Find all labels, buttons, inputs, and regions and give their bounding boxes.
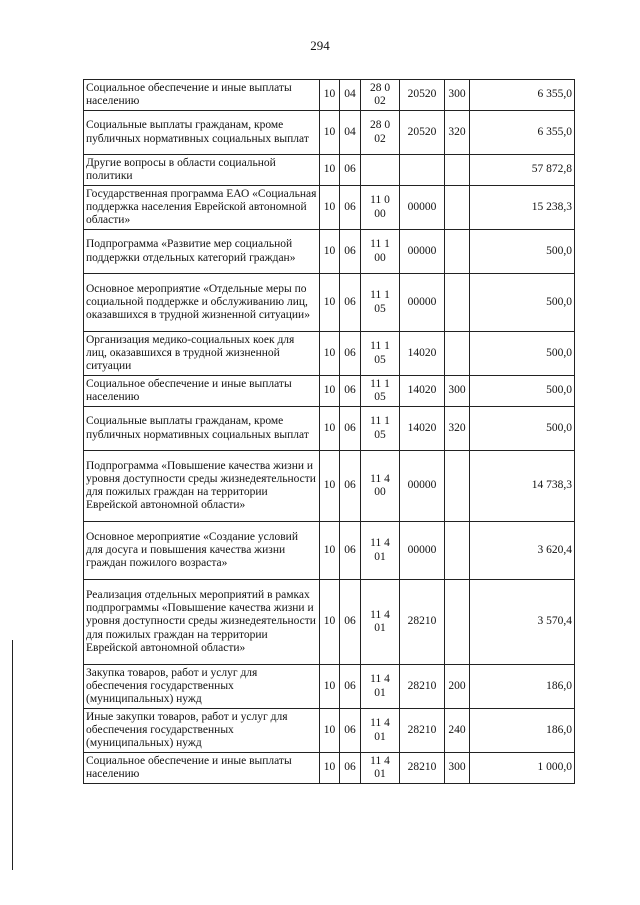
target-article-code-cell: 14020 [400, 376, 445, 407]
target-article-cell: 28 0 02 [361, 80, 400, 111]
table-row [84, 376, 575, 407]
amount-cell: 500,0 [470, 376, 575, 407]
pr-cell: 06 [340, 665, 361, 709]
rz-cell: 10 [320, 332, 340, 376]
table-row [84, 111, 575, 155]
page-number: 294 [310, 38, 330, 53]
amount-cell: 3 570,4 [470, 580, 575, 665]
rz-cell: 10 [320, 753, 340, 784]
budget-table [83, 79, 575, 784]
table-row [84, 274, 575, 332]
target-article-code-cell: 00000 [400, 274, 445, 332]
row-name-cell: Социальные выплаты гражданам, кроме публичных нормативных социальных выплат [84, 407, 320, 451]
amount-cell: 186,0 [470, 709, 575, 753]
amount-cell: 500,0 [470, 274, 575, 332]
rz-cell: 10 [320, 376, 340, 407]
target-article-cell: 28 0 02 [361, 111, 400, 155]
target-article-cell: 11 1 05 [361, 407, 400, 451]
pr-cell: 06 [340, 186, 361, 230]
expense-type-cell [445, 451, 470, 522]
target-article-code-cell: 00000 [400, 186, 445, 230]
table-row [84, 522, 575, 580]
row-name-cell: Иные закупки товаров, работ и услуг для обеспечения государственных (муниципальных) нужд [84, 709, 320, 753]
rz-cell: 10 [320, 186, 340, 230]
pr-cell: 06 [340, 522, 361, 580]
target-article-code-cell: 28210 [400, 665, 445, 709]
expense-type-cell: 240 [445, 709, 470, 753]
row-name-cell: Социальное обеспечение и иные выплаты населению [84, 753, 320, 784]
row-name-cell: Реализация отдельных мероприятий в рамках подпрограммы «Повышение качества жизни и уровня доступности среды жизнедеятельности для пожилых граждан на территории Еврейской автономной области» [84, 580, 320, 665]
target-article-cell: 11 1 05 [361, 332, 400, 376]
expense-type-cell [445, 274, 470, 332]
pr-cell: 06 [340, 274, 361, 332]
amount-cell: 500,0 [470, 407, 575, 451]
target-article-cell: 11 4 01 [361, 665, 400, 709]
expense-type-cell [445, 332, 470, 376]
expense-type-cell: 300 [445, 80, 470, 111]
amount-cell: 6 355,0 [470, 80, 575, 111]
rz-cell: 10 [320, 407, 340, 451]
pr-cell: 06 [340, 753, 361, 784]
pr-cell: 06 [340, 332, 361, 376]
target-article-cell: 11 1 05 [361, 376, 400, 407]
expense-type-cell [445, 155, 470, 186]
row-name-cell: Другие вопросы в области социальной политики [84, 155, 320, 186]
amount-cell: 3 620,4 [470, 522, 575, 580]
row-name-cell: Подпрограмма «Повышение качества жизни и уровня доступности среды жизнедеятельности для пожилых граждан на территории Еврейской автономной области» [84, 451, 320, 522]
table-row [84, 709, 575, 753]
target-article-code-cell: 28210 [400, 580, 445, 665]
table-row [84, 665, 575, 709]
target-article-code-cell: 28210 [400, 709, 445, 753]
target-article-cell: 11 4 01 [361, 709, 400, 753]
rz-cell: 10 [320, 155, 340, 186]
pr-cell: 06 [340, 376, 361, 407]
row-name-cell: Социальное обеспечение и иные выплаты населению [84, 80, 320, 111]
table-row [84, 230, 575, 274]
margin-line [12, 640, 13, 870]
pr-cell: 04 [340, 80, 361, 111]
expense-type-cell [445, 522, 470, 580]
target-article-code-cell: 00000 [400, 230, 445, 274]
table-row [84, 80, 575, 111]
table-row [84, 186, 575, 230]
amount-cell: 15 238,3 [470, 186, 575, 230]
target-article-cell [361, 155, 400, 186]
target-article-code-cell: 14020 [400, 407, 445, 451]
target-article-cell: 11 4 01 [361, 522, 400, 580]
pr-cell: 06 [340, 230, 361, 274]
pr-cell: 06 [340, 451, 361, 522]
rz-cell: 10 [320, 111, 340, 155]
rz-cell: 10 [320, 709, 340, 753]
rz-cell: 10 [320, 665, 340, 709]
rz-cell: 10 [320, 80, 340, 111]
expense-type-cell: 200 [445, 665, 470, 709]
table-row [84, 580, 575, 665]
amount-cell: 500,0 [470, 332, 575, 376]
amount-cell: 57 872,8 [470, 155, 575, 186]
target-article-code-cell: 14020 [400, 332, 445, 376]
target-article-code-cell: 00000 [400, 451, 445, 522]
rz-cell: 10 [320, 274, 340, 332]
row-name-cell: Организация медико-социальных коек для лиц, оказавшихся в трудной жизненной ситуации [84, 332, 320, 376]
rz-cell: 10 [320, 451, 340, 522]
target-article-cell: 11 1 05 [361, 274, 400, 332]
target-article-code-cell: 20520 [400, 80, 445, 111]
amount-cell: 186,0 [470, 665, 575, 709]
expense-type-cell: 300 [445, 753, 470, 784]
table-row [84, 753, 575, 784]
expense-type-cell [445, 580, 470, 665]
expense-type-cell [445, 186, 470, 230]
target-article-cell: 11 1 00 [361, 230, 400, 274]
pr-cell: 06 [340, 407, 361, 451]
row-name-cell: Социальное обеспечение и иные выплаты населению [84, 376, 320, 407]
target-article-code-cell: 28210 [400, 753, 445, 784]
amount-cell: 14 738,3 [470, 451, 575, 522]
target-article-code-cell: 00000 [400, 522, 445, 580]
amount-cell: 1 000,0 [470, 753, 575, 784]
target-article-code-cell: 20520 [400, 111, 445, 155]
pr-cell: 04 [340, 111, 361, 155]
row-name-cell: Социальные выплаты гражданам, кроме публичных нормативных социальных выплат [84, 111, 320, 155]
amount-cell: 500,0 [470, 230, 575, 274]
target-article-cell: 11 4 01 [361, 580, 400, 665]
target-article-cell: 11 0 00 [361, 186, 400, 230]
row-name-cell: Государственная программа ЕАО «Социальная поддержка населения Еврейской автономной области» [84, 186, 320, 230]
table-row [84, 332, 575, 376]
pr-cell: 06 [340, 155, 361, 186]
row-name-cell: Закупка товаров, работ и услуг для обеспечения государственных (муниципальных) нужд [84, 665, 320, 709]
expense-type-cell [445, 230, 470, 274]
pr-cell: 06 [340, 709, 361, 753]
table-row [84, 155, 575, 186]
target-article-code-cell [400, 155, 445, 186]
expense-type-cell: 320 [445, 111, 470, 155]
rz-cell: 10 [320, 522, 340, 580]
row-name-cell: Подпрограмма «Развитие мер социальной поддержки отдельных категорий граждан» [84, 230, 320, 274]
rz-cell: 10 [320, 580, 340, 665]
table-row [84, 451, 575, 522]
table-row [84, 407, 575, 451]
rz-cell: 10 [320, 230, 340, 274]
row-name-cell: Основное мероприятие «Создание условий для досуга и повышения качества жизни граждан пожилого возраста» [84, 522, 320, 580]
budget-table-body [84, 80, 575, 784]
amount-cell: 6 355,0 [470, 111, 575, 155]
pr-cell: 06 [340, 580, 361, 665]
expense-type-cell: 300 [445, 376, 470, 407]
expense-type-cell: 320 [445, 407, 470, 451]
target-article-cell: 11 4 00 [361, 451, 400, 522]
target-article-cell: 11 4 01 [361, 753, 400, 784]
row-name-cell: Основное мероприятие «Отдельные меры по социальной поддержке и обслуживанию лиц, оказавшихся в трудной жизненной ситуации» [84, 274, 320, 332]
